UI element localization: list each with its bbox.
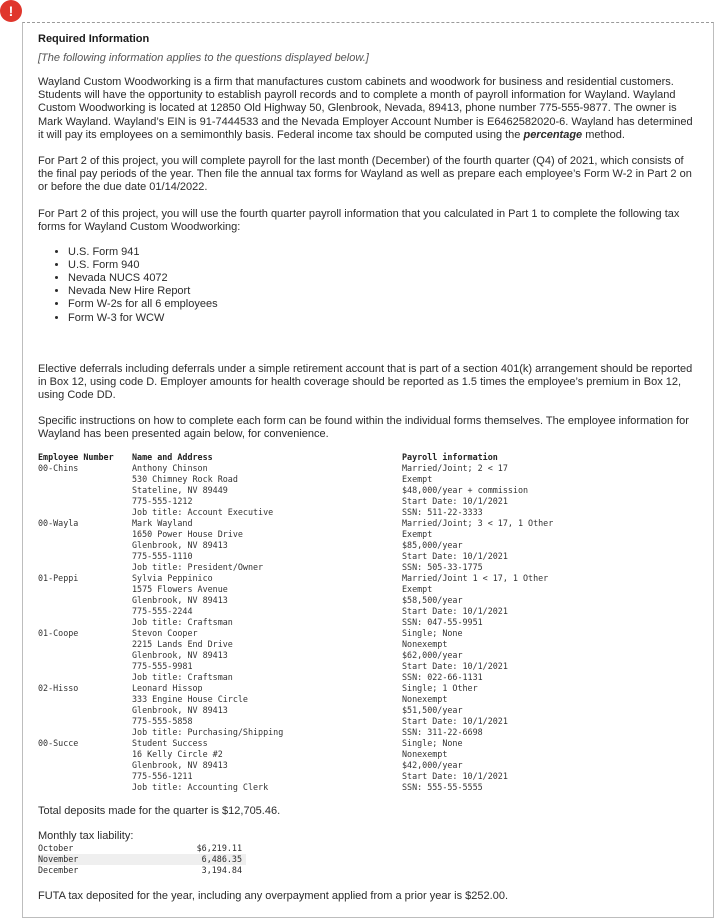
month-cell: October — [38, 842, 74, 853]
alert-icon: ! — [0, 0, 22, 22]
amount-cell: 3,194.84 — [201, 864, 242, 875]
payroll-line: Exempt — [402, 583, 433, 594]
address-line: Job title: Accounting Clerk — [132, 781, 269, 792]
payroll-line: Nonexempt — [402, 638, 448, 649]
payroll-line: Exempt — [402, 473, 433, 484]
employee-table — [38, 452, 602, 793]
percentage-emphasis: percentage — [523, 128, 583, 141]
address-line: 1575 Flowers Avenue — [132, 583, 228, 594]
required-information-panel — [22, 22, 714, 918]
address-line: Glenbrook, NV 89413 — [132, 759, 228, 770]
payroll-line: Single; None — [402, 627, 463, 638]
payroll-info-cell — [402, 518, 602, 573]
header-employee-number: Employee Number — [38, 451, 114, 462]
employee-number-cell: 00-Succe — [38, 737, 79, 748]
address-line: Job title: Craftsman — [132, 671, 233, 682]
company-paragraph-end: method. — [582, 128, 625, 141]
total-deposits: Total deposits made for the quarter is $12,705.46. — [38, 804, 281, 817]
payroll-line: $42,000/year — [402, 759, 463, 770]
name-address-cell — [132, 573, 402, 628]
part2-paragraph: For Part 2 of this project, you will complete payroll for the last month (December) of the fourth quarter (Q4) of 2021, which consists of the final pay periods of the year. Then file the annual tax forms for Wayland as well as prepare each employee’s Form W-2 in Part 2 on or before the due date 01/14/2022. — [38, 155, 692, 194]
address-line: Stevon Cooper — [132, 627, 198, 638]
company-paragraph — [38, 76, 698, 142]
payroll-info-cell — [402, 628, 602, 683]
month-cell: November — [38, 853, 79, 864]
address-line: 775-555-1110 — [132, 550, 193, 561]
table-row — [38, 738, 602, 793]
monthly-tax-label: Monthly tax liability: — [38, 829, 134, 842]
address-line: 530 Chimney Rock Road — [132, 473, 238, 484]
address-line: Job title: Craftsman — [132, 616, 233, 627]
list-item: • U.S. Form 940 — [68, 259, 698, 272]
address-line: 775-555-9981 — [132, 660, 193, 671]
payroll-line: $51,500/year — [402, 704, 463, 715]
employee-number-cell: 01-Coope — [38, 627, 79, 638]
name-address-cell — [132, 738, 402, 793]
table-row — [38, 573, 602, 628]
payroll-line: $62,000/year — [402, 649, 463, 660]
list-item: • U.S. Form 941 — [68, 246, 698, 259]
address-line: Glenbrook, NV 89413 — [132, 704, 228, 715]
employee-number-cell: 02-Hisso — [38, 682, 79, 693]
futa-statement: FUTA tax deposited for the year, including any overpayment applied from a prior year is $252.00. — [38, 889, 508, 902]
payroll-line: SSN: 505-33-1775 — [402, 561, 483, 572]
name-address-cell — [132, 628, 402, 683]
payroll-line: $85,000/year — [402, 539, 463, 550]
payroll-line: Start Date: 10/1/2021 — [402, 550, 508, 561]
name-address-cell — [132, 463, 402, 518]
table-row — [38, 865, 246, 876]
tax-forms-paragraph: For Part 2 of this project, you will use the fourth quarter payroll information that you calculated in Part 1 to complete the following tax forms for Wayland Custom Woodworking: — [38, 207, 680, 233]
payroll-line: Nonexempt — [402, 693, 448, 704]
monthly-tax-table — [38, 843, 246, 876]
address-line: 1650 Power House Drive — [132, 528, 243, 539]
list-item: • Form W-2s for all 6 employees — [68, 298, 698, 311]
payroll-line: Start Date: 10/1/2021 — [402, 605, 508, 616]
payroll-line: Single; None — [402, 737, 463, 748]
payroll-line: Single; 1 Other — [402, 682, 478, 693]
address-line: 775-555-2244 — [132, 605, 193, 616]
header-name-address: Name and Address — [132, 451, 213, 462]
employee-number-cell: 00-Wayla — [38, 517, 79, 528]
address-line: Leonard Hissop — [132, 682, 203, 693]
address-line: 16 Kelly Circle #2 — [132, 748, 223, 759]
deferrals-paragraph: Elective deferrals including deferrals under a simple retirement account that is part of a section 401(k) arrangement should be reported in Box 12, using code D. Employer amounts for health coverage should be reported as 1.5 times the employee’s premium in Box 12, using Code DD. — [38, 362, 693, 401]
address-line: 2215 Lands End Drive — [132, 638, 233, 649]
address-line: 775-555-1212 — [132, 495, 193, 506]
tax-forms-list — [38, 246, 698, 325]
table-row — [38, 683, 602, 738]
month-cell: December — [38, 864, 79, 875]
employee-number-cell: 00-Chins — [38, 462, 79, 473]
payroll-info-cell — [402, 463, 602, 518]
company-paragraph-text: Wayland Custom Woodworking is a firm that manufactures custom cabinets and woodwork for business and residential customers. Students will have the opportunity to establish payroll records and to complete a month of payroll information for Wayland. Wayland Custom Woodworking is located at 12850 Old Highway 50, Glenbrook, Nevada, 89413, phone number 775-555-9877. The owner is Mark Wayland. Wayland’s EIN is 91-7444533 and the Nevada Employer Account Number is E6462582020-6. Wayland has determined it will pay its employees on a semimonthly basis. Federal income tax should be computed using the — [38, 76, 693, 141]
payroll-line: SSN: 555-55-5555 — [402, 781, 483, 792]
address-line: Job title: Account Executive — [132, 506, 274, 517]
section-heading: Required Information — [38, 33, 150, 45]
payroll-line: Start Date: 10/1/2021 — [402, 495, 508, 506]
payroll-line: SSN: 311-22-6698 — [402, 726, 483, 737]
address-line: 775-556-1211 — [132, 770, 193, 781]
address-line: Anthony Chinson — [132, 462, 208, 473]
payroll-line: Married/Joint; 2 < 17 — [402, 462, 508, 473]
payroll-line: SSN: 022-66-1131 — [402, 671, 483, 682]
info-note: [The following information applies to the questions displayed below.] — [38, 52, 369, 64]
address-line: Student Success — [132, 737, 208, 748]
name-address-cell — [132, 518, 402, 573]
list-item: • Nevada NUCS 4072 — [68, 272, 698, 285]
name-address-cell — [132, 683, 402, 738]
payroll-info-cell — [402, 738, 602, 793]
employee-number-cell: 01-Peppi — [38, 572, 79, 583]
address-line: Job title: Purchasing/Shipping — [132, 726, 284, 737]
table-row — [38, 843, 246, 854]
payroll-line: Married/Joint; 3 < 17, 1 Other — [402, 517, 554, 528]
payroll-line: Start Date: 10/1/2021 — [402, 770, 508, 781]
address-line: 775-555-5858 — [132, 715, 193, 726]
instructions-paragraph: Specific instructions on how to complete each form can be found within the individual forms themselves. The employee information for Wayland has been presented again below, for convenience. — [38, 415, 689, 441]
amount-cell: $6,219.11 — [196, 842, 242, 853]
payroll-line: Start Date: 10/1/2021 — [402, 715, 508, 726]
list-item: • Nevada New Hire Report — [68, 285, 698, 298]
panel-content — [38, 33, 698, 902]
address-line: Stateline, NV 89449 — [132, 484, 228, 495]
address-line: Mark Wayland — [132, 517, 193, 528]
payroll-info-cell — [402, 683, 602, 738]
payroll-line: SSN: 047-55-9951 — [402, 616, 483, 627]
address-line: Glenbrook, NV 89413 — [132, 594, 228, 605]
payroll-line: Start Date: 10/1/2021 — [402, 660, 508, 671]
address-line: 333 Engine House Circle — [132, 693, 248, 704]
list-item: • Form W-3 for WCW — [68, 312, 698, 325]
address-line: Glenbrook, NV 89413 — [132, 649, 228, 660]
table-row — [38, 463, 602, 518]
payroll-line: $58,500/year — [402, 594, 463, 605]
payroll-line: Exempt — [402, 528, 433, 539]
table-row — [38, 628, 602, 683]
table-row — [38, 854, 246, 865]
payroll-line: Nonexempt — [402, 748, 448, 759]
address-line: Sylvia Peppinico — [132, 572, 213, 583]
payroll-info-cell — [402, 573, 602, 628]
table-row — [38, 518, 602, 573]
amount-cell: 6,486.35 — [201, 853, 242, 864]
address-line: Glenbrook, NV 89413 — [132, 539, 228, 550]
payroll-line: SSN: 511-22-3333 — [402, 506, 483, 517]
header-payroll-info: Payroll information — [402, 451, 498, 462]
address-line: Job title: President/Owner — [132, 561, 264, 572]
payroll-line: $48,000/year + commission — [402, 484, 529, 495]
payroll-line: Married/Joint 1 < 17, 1 Other — [402, 572, 549, 583]
